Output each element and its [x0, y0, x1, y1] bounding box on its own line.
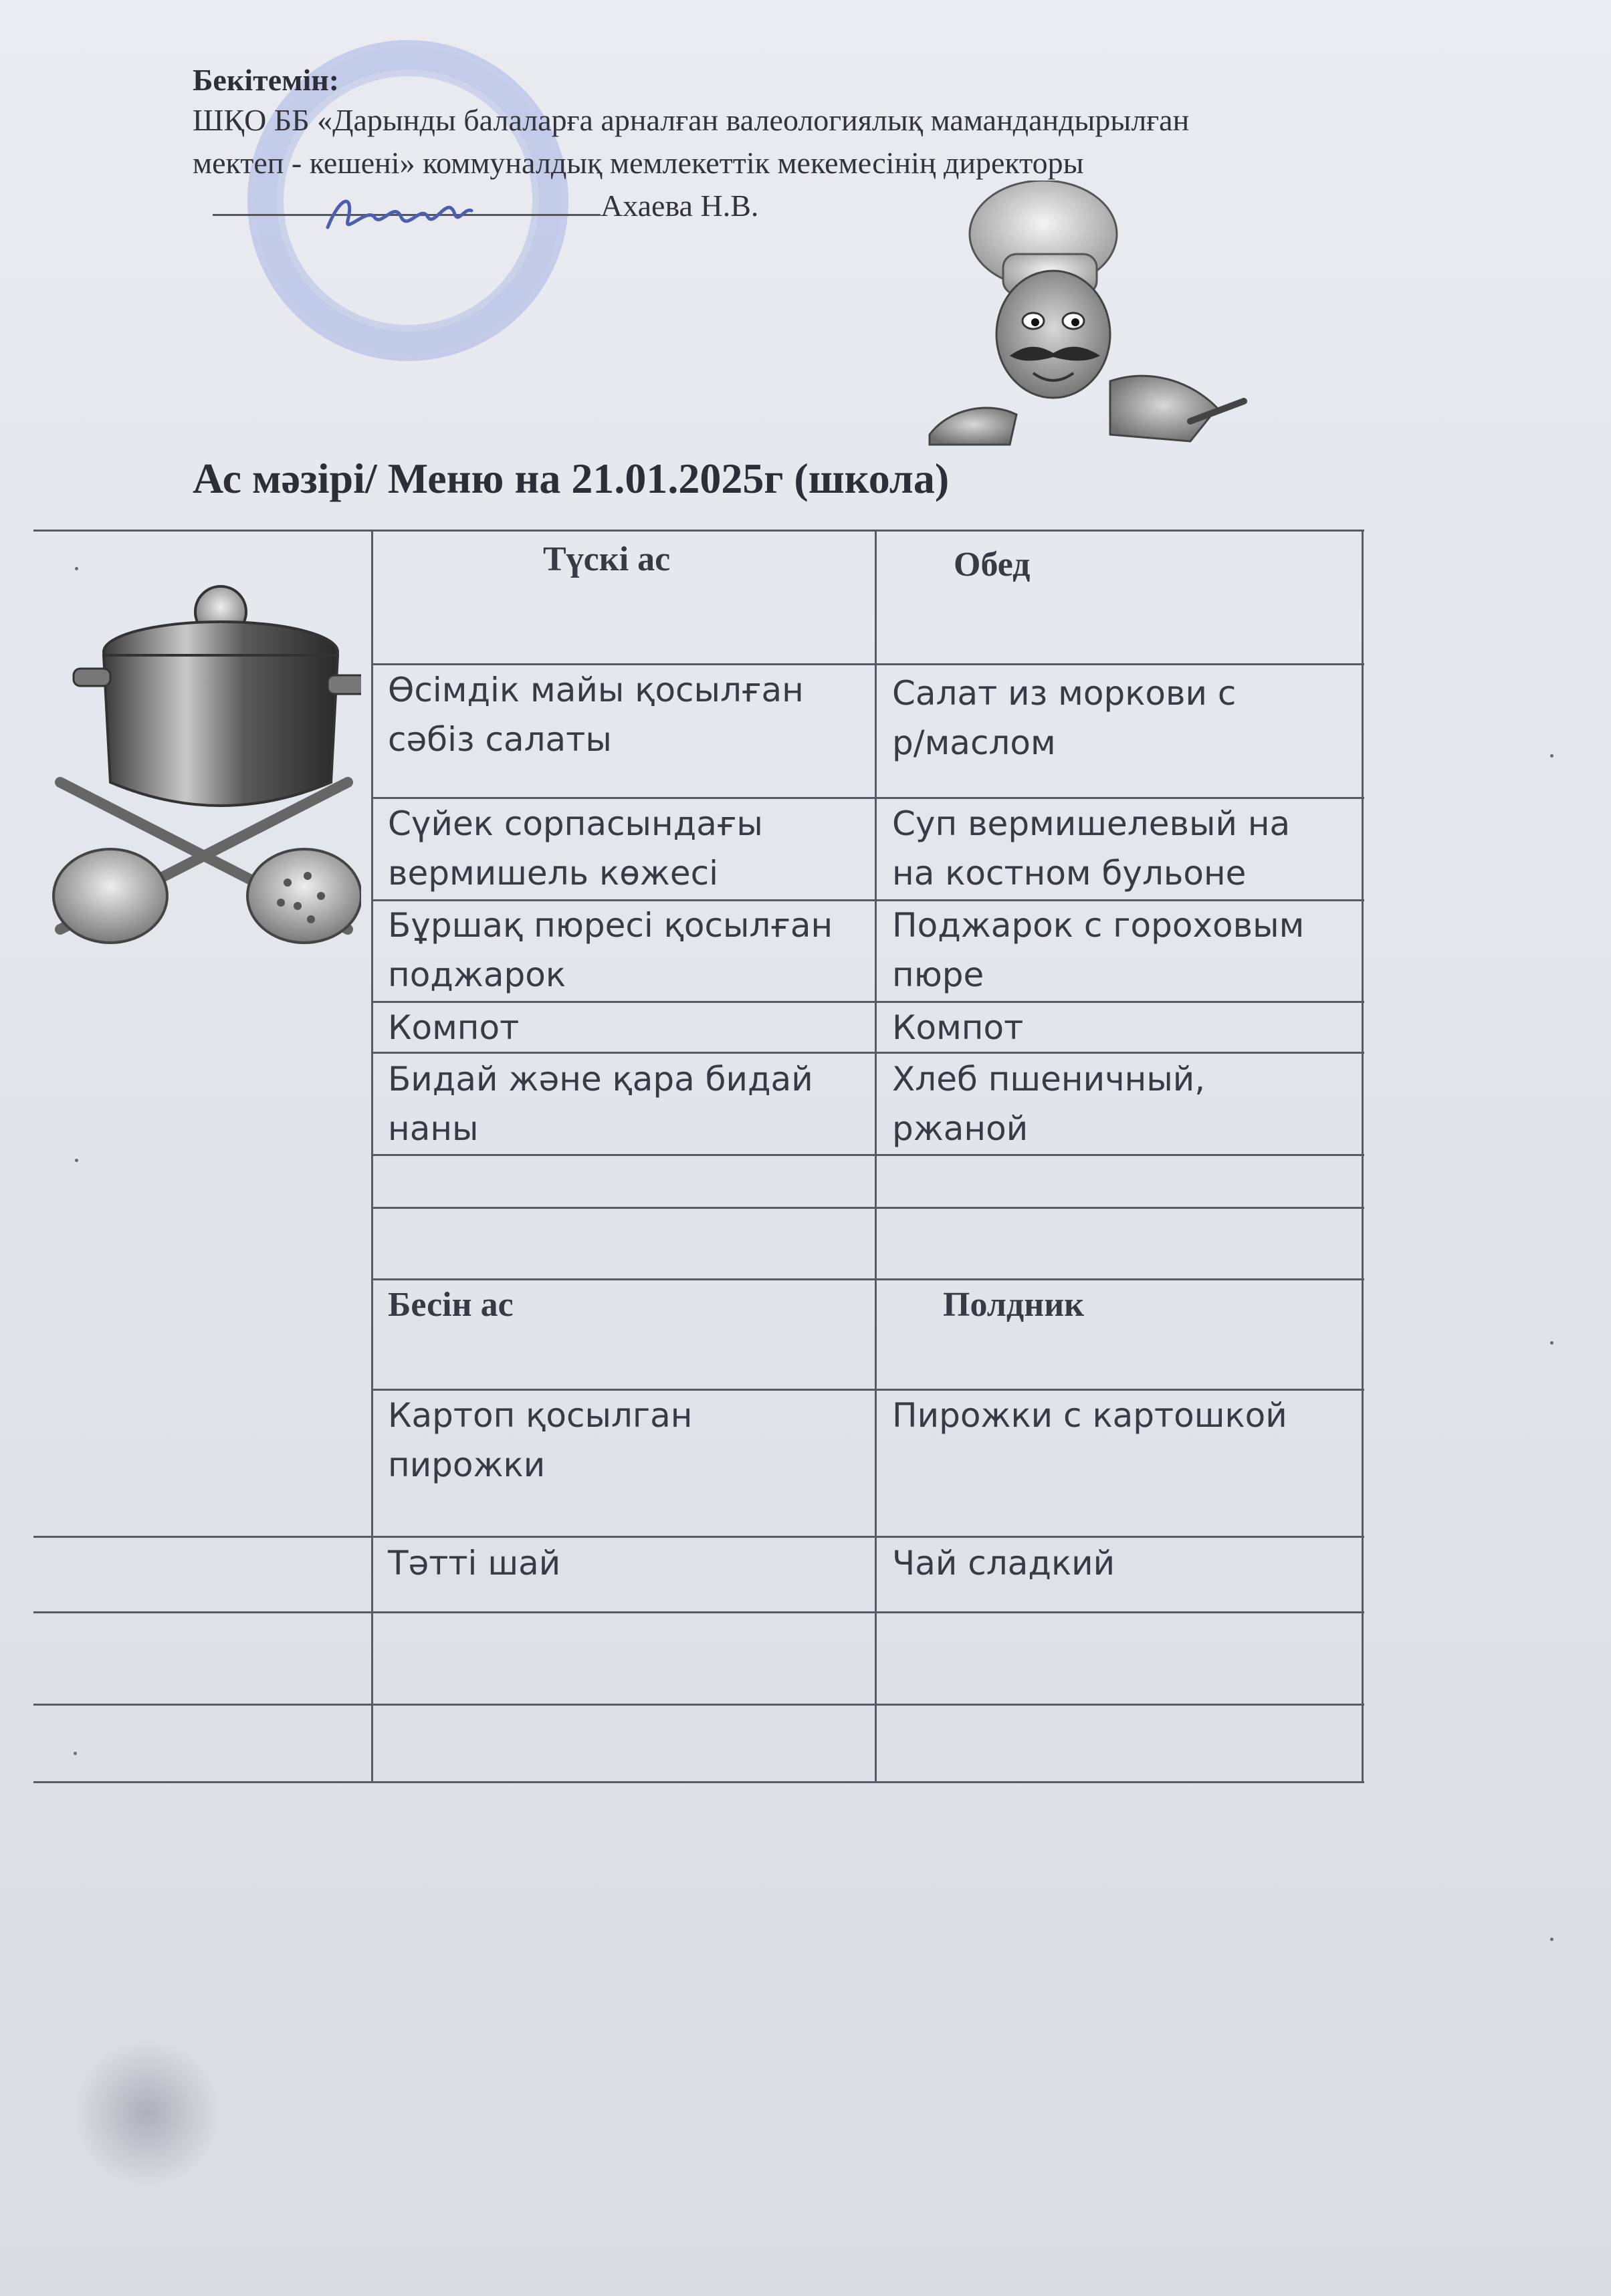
lunch-header-kz: Түскі ас	[543, 540, 671, 578]
snack-row-2-kz	[388, 1538, 560, 1588]
page-title: Ас мәзірі/ Меню на 21.01.2025г (школа)	[193, 455, 950, 502]
paper-speck	[1550, 1341, 1553, 1345]
cell-line: Чай сладкий	[892, 1544, 1115, 1583]
snack-row-2-ru	[892, 1538, 1115, 1588]
paper-speck	[75, 1159, 78, 1162]
chef-illustration	[909, 181, 1257, 448]
snack-row-1-kz	[388, 1391, 693, 1490]
cell-line: вермишель көжесі	[388, 854, 718, 893]
cell-line: Бұршақ пюресі қосылған	[388, 906, 833, 945]
table-rule	[371, 1278, 1364, 1280]
cell-line: Бидай және қара бидай	[388, 1060, 813, 1099]
director-name: Ахаева Н.В.	[601, 189, 759, 223]
cell-line: на костном бульоне	[892, 854, 1247, 893]
lunch-row-5-ru	[892, 1054, 1205, 1153]
table-rule	[33, 1704, 1364, 1706]
cell-line: Компот	[892, 1008, 1024, 1047]
cell-line: Хлеб пшеничный,	[892, 1060, 1206, 1099]
table-rule	[371, 1001, 1364, 1003]
cell-line: пирожки	[388, 1446, 546, 1484]
table-rule	[33, 1536, 1364, 1538]
table-rule	[33, 1781, 1364, 1783]
cell-line: Салат из моркови с	[892, 674, 1237, 713]
cell-line: Компот	[388, 1008, 520, 1047]
cell-line: поджарок	[388, 955, 566, 994]
lunch-row-3-kz	[388, 901, 833, 1000]
approve-label: Бекітемін:	[193, 63, 340, 97]
paper-speck	[74, 1752, 77, 1755]
table-rule	[33, 530, 1364, 532]
lunch-row-2-ru	[892, 799, 1290, 898]
cell-line: Картоп қосылган	[388, 1396, 693, 1435]
lunch-row-2-kz	[388, 799, 763, 898]
table-rule	[1362, 530, 1364, 1783]
snack-row-1-ru	[892, 1391, 1287, 1440]
cell-line: пюре	[892, 955, 984, 994]
paper-speck	[1550, 754, 1553, 758]
paper-speck	[1550, 1938, 1553, 1941]
paper-speck	[75, 567, 78, 570]
cell-line: р/маслом	[892, 723, 1056, 762]
lunch-row-3-ru	[892, 901, 1304, 1000]
cell-line: Суп вермишелевый на	[892, 804, 1291, 843]
snack-header-kz: Бесін ас	[388, 1286, 514, 1324]
table-rule	[33, 1611, 1364, 1613]
cell-line: сәбіз салаты	[388, 720, 612, 759]
institution-line-2: мектеп - кешені» коммуналдық мемлекеттік мекемесінің директоры	[193, 146, 1084, 180]
cell-line: ржаной	[892, 1109, 1029, 1148]
table-rule	[371, 1154, 1364, 1156]
cell-line: Сүйек сорпасындағы	[388, 804, 763, 843]
lunch-row-1-ru	[892, 669, 1236, 768]
lunch-header-ru: Обед	[954, 546, 1031, 584]
cell-line: Поджарок с гороховым	[892, 906, 1305, 945]
shadow-spot	[74, 2039, 221, 2186]
institution-line-1: ШҚО ББ «Дарынды балаларға арналған валеологиялық мамандандырылған	[193, 103, 1190, 137]
lunch-row-4-ru	[892, 1003, 1023, 1052]
cell-line: Өсімдік майы қосылған	[388, 671, 804, 709]
handwritten-signature	[321, 181, 475, 241]
lunch-row-5-kz	[388, 1054, 813, 1153]
lunch-row-4-kz	[388, 1003, 519, 1052]
lunch-row-1-kz	[388, 665, 804, 764]
table-rule	[371, 1052, 1364, 1054]
cell-line: наны	[388, 1109, 479, 1148]
snack-header-ru: Полдник	[943, 1286, 1085, 1324]
cell-line: Тәтті шай	[388, 1544, 561, 1583]
table-rule	[875, 530, 877, 1783]
table-rule	[371, 530, 373, 1783]
table-rule	[371, 1207, 1364, 1209]
pot-and-ladles-illustration	[47, 582, 361, 963]
cell-line: Пирожки с картошкой	[892, 1396, 1287, 1435]
